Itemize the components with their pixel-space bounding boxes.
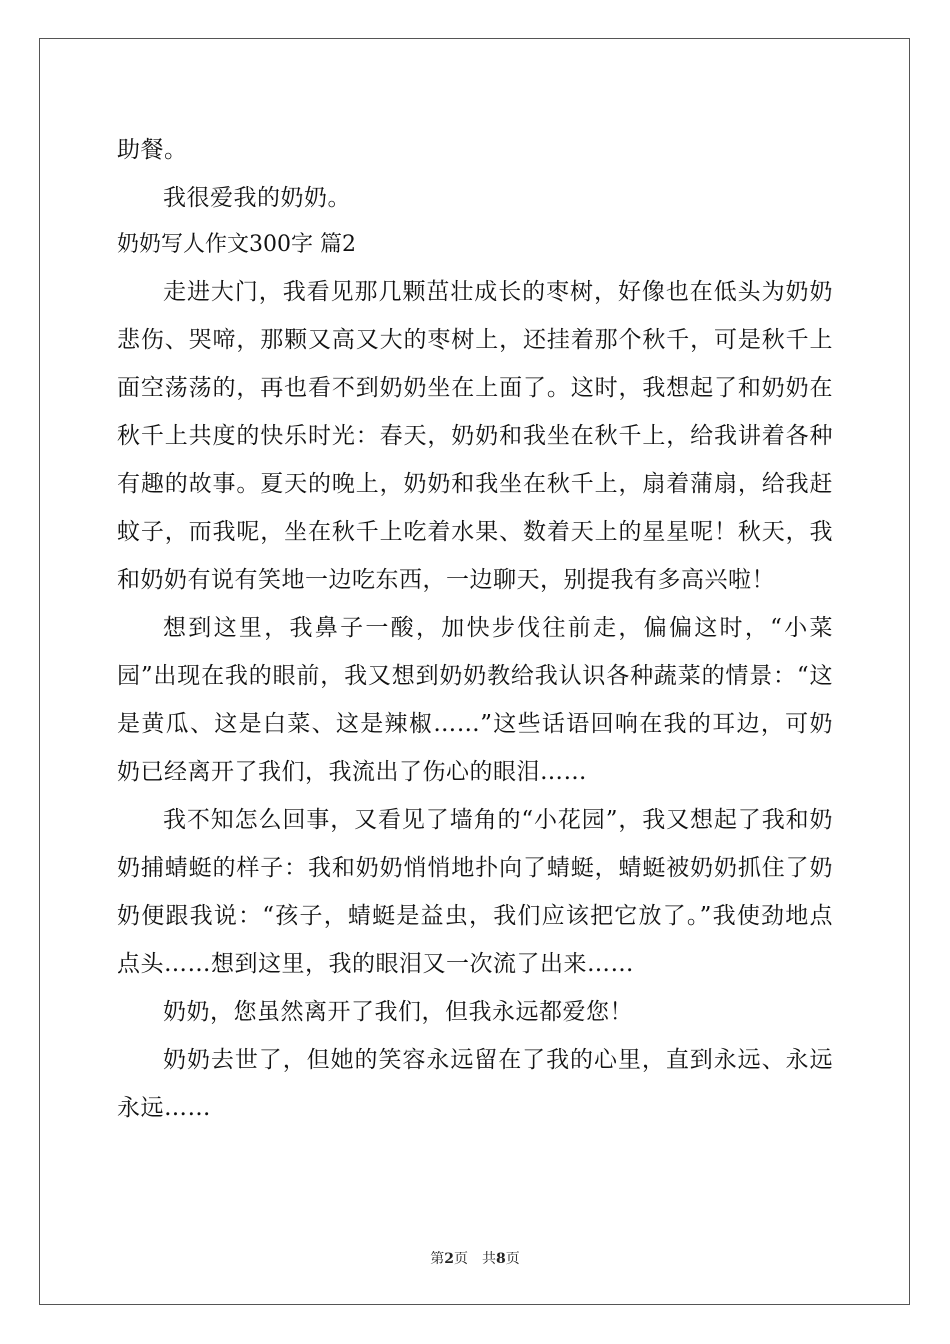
paragraph-2: 我很爱我的奶奶。: [163, 185, 351, 211]
paragraph-7: 奶奶去世了，但她的笑容永远留在了我的心里，直到永远、永远永远……: [117, 1047, 833, 1121]
document-body: [117, 126, 833, 1132]
total-prefix: 共: [482, 1251, 496, 1267]
paragraph-5: 我不知怎么回事，又看见了墙角的“小花园”，我又想起了我和奶奶捕蜻蜓的样子：我和奶奶悄悄地扑向了蜻蜓，蜻蜓被奶奶抓住了奶奶便跟我说：“孩子，蜻蜓是益虫，我们应该把它放了。”我使劲地点点头……想到这里，我的眼泪又一次流了出来……: [117, 807, 833, 977]
page-footer: [0, 1248, 950, 1268]
page-current: 2: [444, 1251, 454, 1267]
paragraph-6: 奶奶，您虽然离开了我们，但我永远都爱您！: [163, 999, 633, 1025]
paragraph-4: 想到这里，我鼻子一酸，加快步伐往前走，偏偏这时，“小菜园”出现在我的眼前，我又想到奶奶教给我认识各种蔬菜的情景：“这是黄瓜、这是白菜、这是辣椒……”这些话语回响在我的耳边，可奶奶已经离开了我们，我流出了伤心的眼泪……: [117, 615, 833, 785]
section-heading: 奶奶写人作文300字 篇2: [117, 232, 356, 257]
page-prefix: 第: [430, 1251, 445, 1267]
total-suffix: 页: [505, 1251, 520, 1267]
paragraph-3: 走进大门，我看见那几颗茁壮成长的枣树，好像也在低头为奶奶悲伤、哭啼，那颗又高又大的枣树上，还挂着那个秋千，可是秋千上面空荡荡的，再也看不到奶奶坐在上面了。这时，我想起了和奶奶在秋千上共度的快乐时光：春天，奶奶和我坐在秋千上，给我讲着各种有趣的故事。夏天的晚上，奶奶和我坐在秋千上，扇着蒲扇，给我赶蚊子，而我呢，坐在秋千上吃着水果、数着天上的星星呢！秋天，我和奶奶有说有笑地一边吃东西，一边聊天，别提我有多高兴啦！: [117, 279, 833, 593]
page-total: 8: [496, 1251, 506, 1267]
paragraph-1: 助餐。: [117, 137, 188, 163]
page-suffix: 页: [454, 1251, 468, 1267]
